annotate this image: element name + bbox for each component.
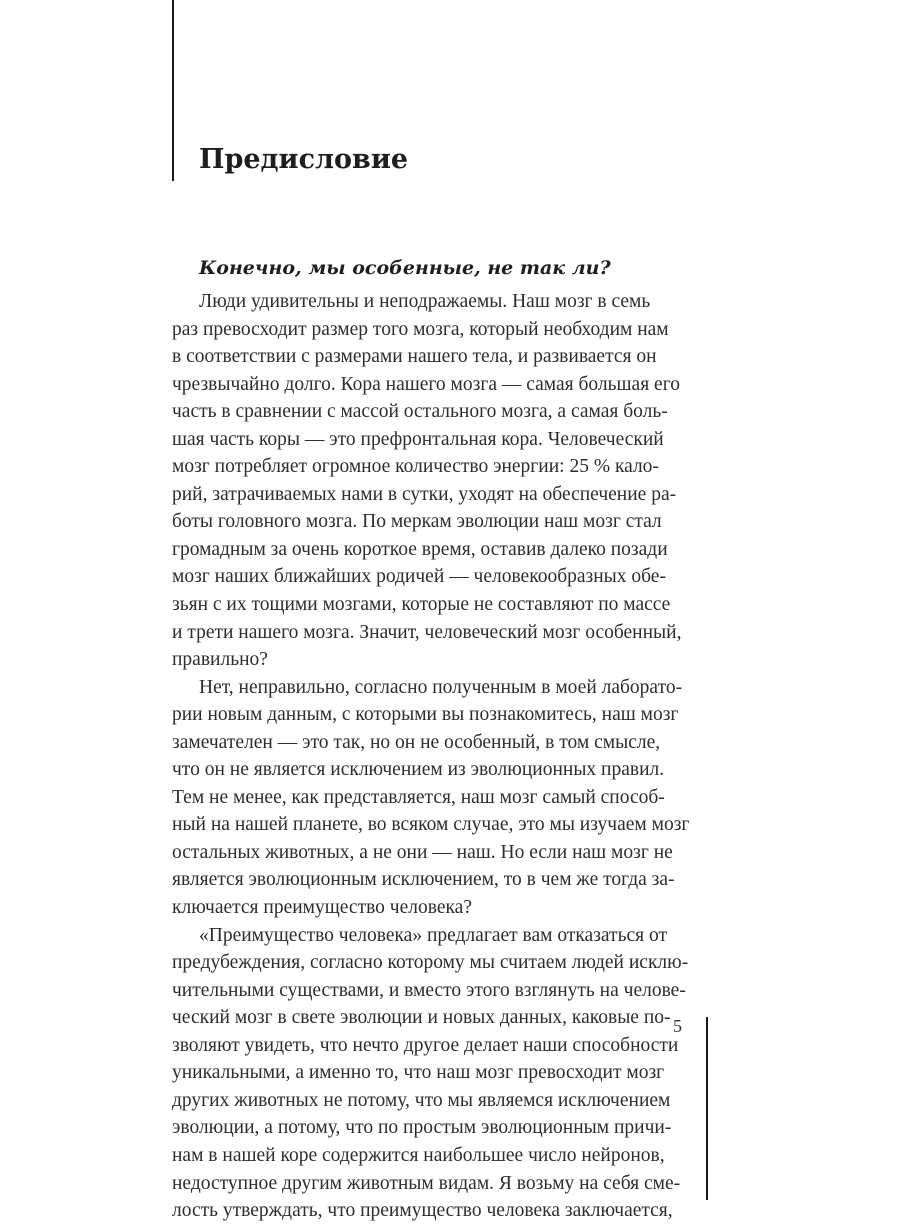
text-line: эволюции, а потому, что по простым эволюционным причи- [172,1117,672,1139]
text-line: других животных не потому, что мы являемся исключением [172,1089,671,1111]
text-line: и трети нашего мозга. Значит, человеческий мозг особенный, [172,621,682,643]
text-line: ключается преимущество человека? [172,897,472,919]
text-line: раз превосходит размер того мозга, который необходим нам [172,318,669,340]
section-heading: Конечно, мы особенные, не так ли? [199,257,611,279]
text-line: недоступное другим животным видам. Я возьму на себя сме- [172,1172,681,1194]
text-line: остальных животных, а не они — наш. Но если наш мозг не [172,841,673,863]
text-line: шая часть коры — это префронтальная кора. Человеческий [172,428,664,450]
text-line: нам в нашей коре содержится наибольшее число нейронов, [172,1144,665,1166]
text-line-paragraph-start: «Преимущество человека» предлагает вам отказаться от [199,924,667,946]
text-line: является эволюционным исключением, то в чем же тогда за- [172,869,675,891]
text-line: правильно? [172,649,268,671]
text-line: предубеждения, согласно которому мы считаем людей исклю- [172,952,689,974]
text-line: чрезвычайно долго. Кора нашего мозга — самая большая его [172,373,680,395]
top-vertical-rule [172,0,174,181]
text-line: чительными существами, и вместо этого взглянуть на челове- [172,979,686,1001]
text-line: ный на нашей планете, во всяком случае, это мы изучаем мозг [172,814,690,836]
text-line: лость утверждать, что преимущество человека заключается, [172,1200,673,1222]
text-line-paragraph-start: Нет, неправильно, согласно полученным в моей лаборато- [199,676,683,698]
text-line: часть в сравнении с массой остального мозга, а самая боль- [172,401,668,423]
text-line: рии новым данным, с которыми вы познакомитесь, наш мозг [172,704,679,726]
text-line: громадным за очень короткое время, оставив далеко позади [172,538,668,560]
chapter-title: Предисловие [199,144,409,175]
body-text [172,288,707,1225]
text-line: мозг потребляет огромное количество энергии: 25 % кало- [172,456,659,478]
text-line: боты головного мозга. По меркам эволюции наш мозг стал [172,511,662,533]
text-line: зьян с их тощими мозгами, которые не составляют по массе [172,594,671,616]
text-line: рий, затрачиваемых нами в сутки, уходят на обеспечение ра- [172,483,677,505]
page-number: 5 [673,1016,682,1036]
text-line: Тем не менее, как представляется, наш мозг самый способ- [172,786,665,808]
text-line: в соответствии с размерами нашего тела, и развивается он [172,346,657,368]
text-line: что он не является исключением из эволюционных правил. [172,759,665,781]
text-line: ческий мозг в свете эволюции и новых данных, каковые по- [172,1007,671,1029]
text-line: зволяют увидеть, что нечто другое делает наши способности [172,1034,679,1056]
text-line: замечателен — это так, но он не особенный, в том смысле, [172,731,661,753]
text-line: мозг наших ближайших родичей — человекообразных обе- [172,566,666,588]
text-line-paragraph-start: Люди удивительны и неподражаемы. Наш мозг в семь [199,291,651,312]
text-line: уникальными, а именно то, что наш мозг превосходит мозг [172,1062,665,1084]
bottom-vertical-rule [706,1017,708,1200]
